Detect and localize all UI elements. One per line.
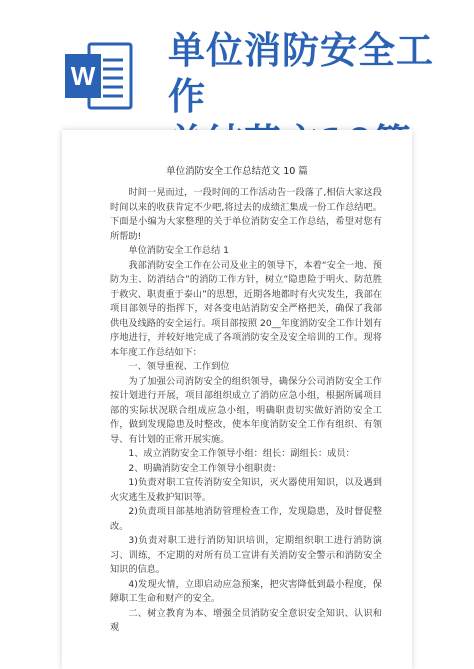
subheading: 一、领导重视、工作到位 xyxy=(128,361,230,372)
list-item: 4)发现火情，立即启动应急预案，把灾害降低到最小程度，保障职工生命和财产的安全。 xyxy=(110,578,382,604)
document-body xyxy=(110,186,382,636)
page-title-line-1: 单位消防安全工作 xyxy=(168,29,434,118)
body-paragraph: 我部消防安全工作在公司及业主的领导下，本着“安全一地、预防为主、防消结合”的消防工作方针，树立“隐患险于明火、防范胜于救灾、职责重于泰山”的思想，近期各地都时有火灾发生，我部在项目部领导的指挥下，对各变电站消防安全严格把关，确保了我部供电及线路的安全运行。项目部按照 20__年度消防安全工作计划有序地进行，并较好地完成了各项消防安全及安全培训的工作。现将本年度工作总结如下： xyxy=(110,259,382,358)
subheading: 二、树立教育为本、增强全员消防安全意识安全知识、认识和观 xyxy=(110,607,382,633)
section-heading: 单位消防安全工作总结 1 xyxy=(128,245,230,256)
document-page xyxy=(62,130,412,669)
word-icon-letter: W xyxy=(70,61,96,91)
page-header xyxy=(0,0,474,125)
list-item: 1、成立消防安全工作领导小组：组长：副组长：成员： xyxy=(128,448,355,459)
list-item: 2、明确消防安全工作领导小组职责： xyxy=(128,462,282,474)
body-paragraph: 为了加强公司消防安全的组织领导，确保分公司消防安全工作按计划进行开展，项目部组织成立了消防应急小组，根据所属项目部的实际状况联合组成应急小组，明确职责切实做好消防安全工作，做到发现隐患及时整改，使本年度消防安全工作有组织、有领导、有计划的正常开展实施。 xyxy=(110,375,382,445)
list-item: 3)负责对职工进行消防知识培训，定期组织职工进行消防演习、训练，不定期的对所有员工宣讲有关消防安全警示和消防安全知识的信息。 xyxy=(110,535,382,575)
list-item: 2)负责项目部基地消防管理检查工作，发现隐患，及时督促整改。 xyxy=(110,506,382,532)
word-document-icon xyxy=(63,40,133,112)
document-title: 单位消防安全工作总结范文 10 篇 xyxy=(166,166,308,177)
intro-paragraph: 时间一晃而过，一段时间的工作活动告一段落了,相信大家这段时间以来的收获肯定不少吧,将过去的成绩汇集成一份工作总结吧。下面是小编为大家整理的关于单位消防安全工作总结，希望对您有所帮助! xyxy=(110,187,382,242)
list-item: 1)负责对职工宣传消防安全知识，灭火器使用知识，以及遇到火灾逃生及救护知识等。 xyxy=(110,477,382,503)
